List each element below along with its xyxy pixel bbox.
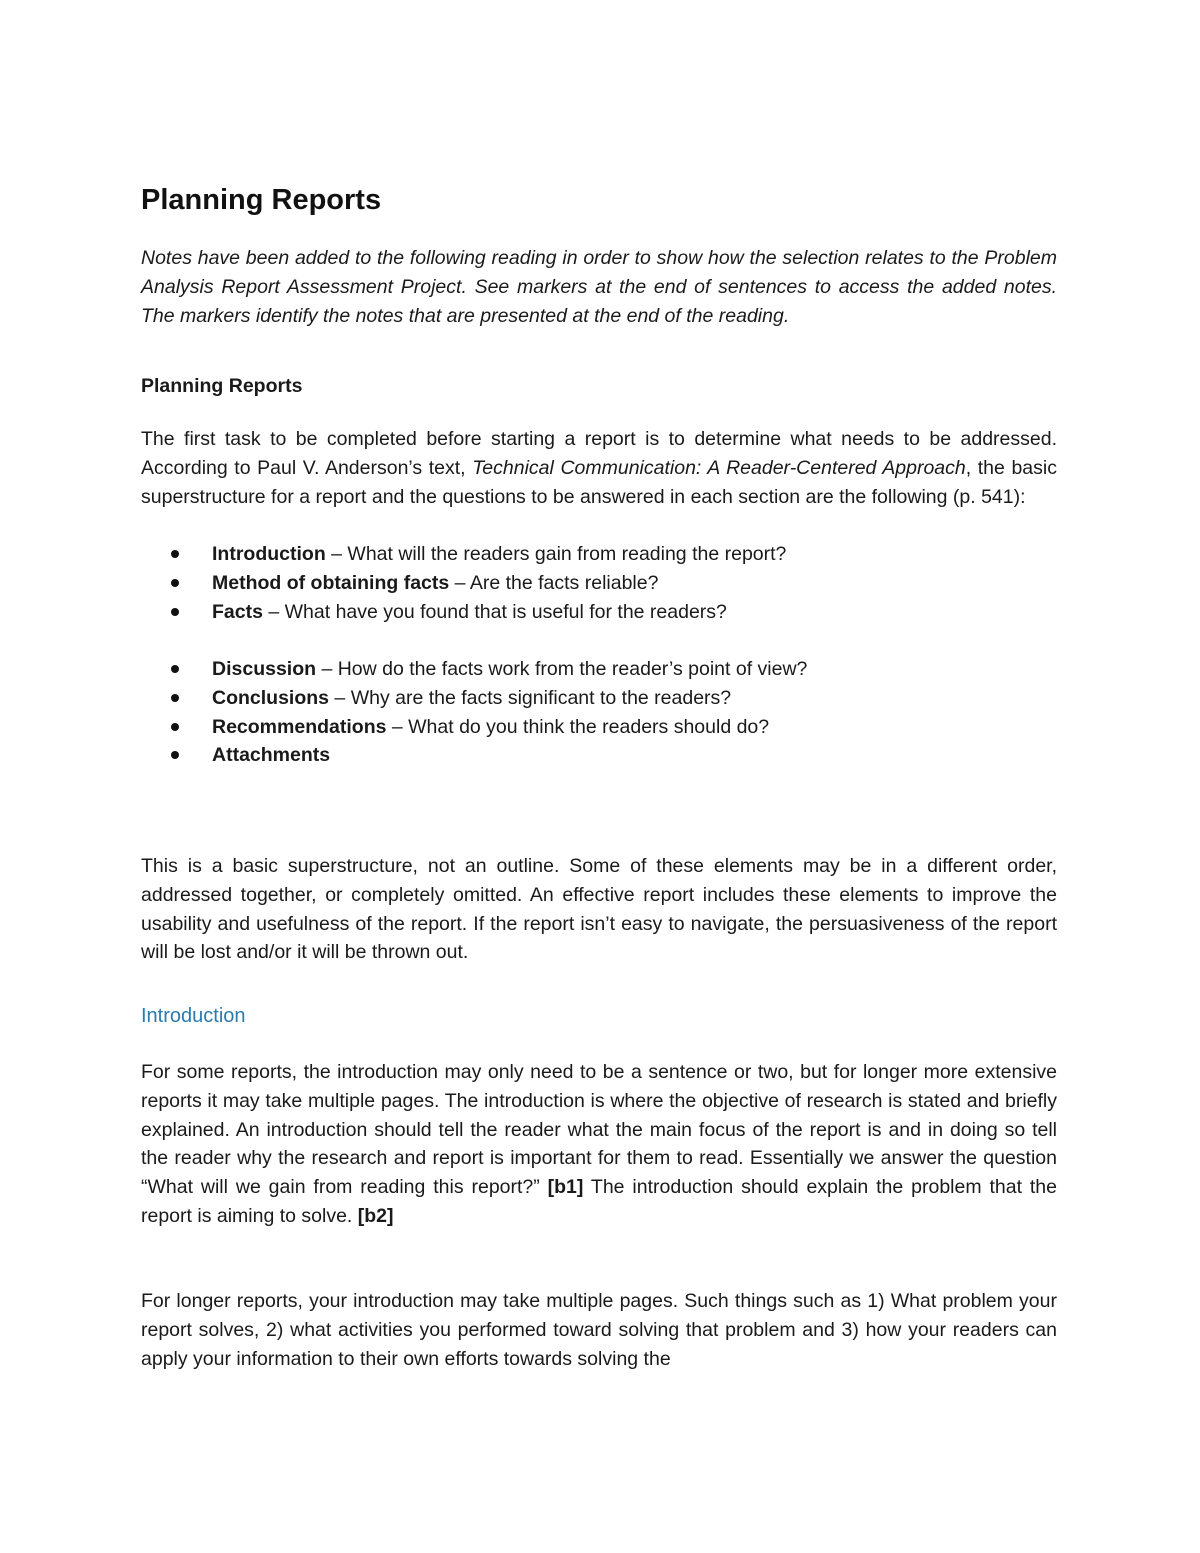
list-item-text: – Why are the facts significant to the readers? bbox=[329, 686, 732, 709]
bullet-icon bbox=[171, 579, 179, 587]
first-paragraph-part1: The first task to be completed before starting a report is to determine what needs to be addressed. According to Paul V. Anderson’s text, bbox=[141, 428, 1057, 479]
note-marker-b1[interactable]: [b1] bbox=[547, 1176, 584, 1199]
introduction-paragraph-part1: For some reports, the introduction may only need to be a sentence or two, but for longer more extensive reports it may take multiple pages. The introduction is where the objective of research is stated and briefly explained. An introduction should tell the reader what the main focus of the report is and in doing so tell the reader why the research and report is important for them to read. Essentially we answer the question “What will we gain from reading this report?” bbox=[141, 1061, 1057, 1199]
list-item-term: Facts bbox=[212, 600, 263, 623]
list-item-text: – How do the facts work from the reader’s point of view? bbox=[316, 658, 808, 680]
list-item-text: – What have you found that is useful for the readers? bbox=[262, 600, 727, 623]
page-title: Planning Reports bbox=[141, 184, 382, 216]
introduction-heading: Introduction bbox=[141, 1005, 246, 1027]
list-item bbox=[141, 684, 1057, 713]
list-item-term: Attachments bbox=[212, 744, 331, 767]
first-paragraph-part2: , the basic superstructure for a report and the questions to be answered in each section are the following (p. 541): bbox=[141, 456, 1057, 508]
introduction-paragraph bbox=[141, 1058, 1057, 1231]
list-item bbox=[141, 655, 1057, 684]
bullet-icon bbox=[171, 751, 179, 759]
list-item-text: – What do you think the readers should do? bbox=[386, 715, 770, 738]
bullet-icon bbox=[171, 723, 179, 731]
book-title: Technical Communication: A Reader-Centered Approach bbox=[472, 456, 966, 479]
longer-reports-paragraph: For longer reports, your introduction may take multiple pages. Such things such as 1) What problem your report solves, 2) what activities you performed toward solving that problem and 3) how your readers can apply your information to their own efforts towards solving the bbox=[141, 1290, 1057, 1370]
intro-note: Notes have been added to the following reading in order to show how the selection relates to the Problem Analysis Report Assessment Project. See markers at the end of sentences to access the added notes. The markers identify the notes that are presented at the end of the reading. bbox=[141, 247, 1057, 327]
list-item-term: Conclusions bbox=[212, 686, 330, 709]
list-item bbox=[141, 540, 1057, 569]
list-item-term: Introduction bbox=[212, 543, 326, 565]
section-heading: Planning Reports bbox=[141, 375, 303, 397]
list-item-text: – What will the readers gain from reading the report? bbox=[325, 543, 787, 565]
list-item-term: Recommendations bbox=[212, 715, 387, 738]
bullet-icon bbox=[171, 608, 179, 616]
bullet-icon bbox=[171, 550, 179, 558]
bullet-icon bbox=[171, 694, 179, 702]
introduction-paragraph-part2: The introduction should explain the problem that the report is aiming to solve. bbox=[141, 1176, 1057, 1227]
superstructure-paragraph: This is a basic superstructure, not an outline. Some of these elements may be in a different order, addressed together, or completely omitted. An effective report includes these elements to improve the usability and usefulness of the report. If the report isn’t easy to navigate, the persuasiveness of the report will be lost and/or it will be thrown out. bbox=[141, 855, 1057, 964]
superstructure-list-1 bbox=[141, 540, 1057, 626]
list-item-term: Method of obtaining facts bbox=[212, 571, 450, 594]
list-item bbox=[141, 598, 1057, 627]
list-item bbox=[141, 713, 1057, 742]
first-paragraph bbox=[141, 425, 1057, 511]
note-marker-b2[interactable]: [b2] bbox=[357, 1204, 394, 1227]
list-item bbox=[141, 741, 1057, 770]
superstructure-list-2 bbox=[141, 655, 1057, 770]
list-item-term: Discussion bbox=[212, 658, 317, 680]
bullet-icon bbox=[171, 665, 179, 673]
list-item bbox=[141, 569, 1057, 598]
list-item-text: – Are the facts reliable? bbox=[449, 571, 659, 594]
